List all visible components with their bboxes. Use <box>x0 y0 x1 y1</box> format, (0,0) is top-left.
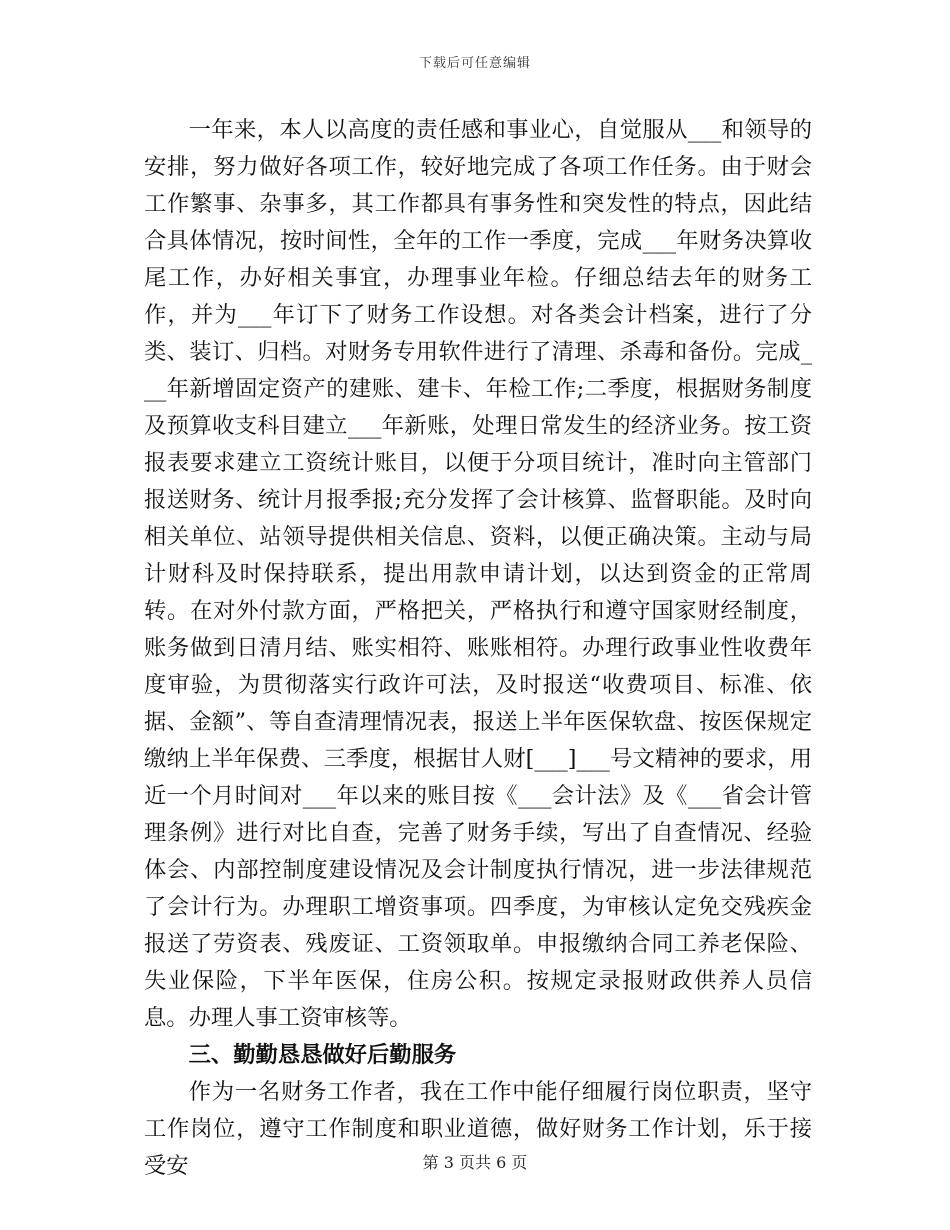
page-header: 下载后可任意编辑 <box>418 56 531 71</box>
body-paragraph-2: 作为一名财务工作者，我在工作中能仔细履行岗位职责，坚守工作岗位，遵守工作制度和职业道德，做好财务工作计划，乐于接受安 <box>144 1079 812 1179</box>
body-paragraph-1: 一年来，本人以高度的责任感和事业心，自觉服从___和领导的安排，努力做好各项工作，较好地完成了各项工作任务。由于财会工作繁事、杂事多，其工作都具有事务性和突发性的特点，因此结合具体情况，按时间性，全年的工作一季度，完成___年财务决算收尾工作，办好相关事宜，办理事业年检。仔细总结去年的财务工作，并为___年订下了财务工作设想。对各类会计档案，进行了分类、装订、归档。对财务专用软件进行了清理、杀毒和备份。完成___年新增固定资产的建账、建卡、年检工作;二季度，根据财务制度及预算收支科目建立___年新账，处理日常发生的经济业务。按工资报表要求建立工资统计账目，以便于分项目统计，准时向主管部门报送财务、统计月报季报;充分发挥了会计核算、监督职能。及时向相关单位、站领导提供相关信息、资料，以便正确决策。主动与局计财科及时保持联系，提出用款申请计划，以达到资金的正常周转。在对外付款方面，严格把关，严格执行和遵守国家财经制度，账务做到日清月结、账实相符、账账相符。办理行政事业性收费年度审验，为贯彻落实行政许可法，及时报送“收费项目、标准、依据、金额”、等自查清理情况表，报送上半年医保软盘、按医保规定缴纳上半年保费、三季度，根据甘人财[___]___号文精神的要求，用近一个月时间对___年以来的账目按《___会计法》及《___省会计管理条例》进行对比自查，完善了财务手续，写出了自查情况、经验体会、内部控制度建设情况及会计制度执行情况，进一步法律规范了会计行为。办理职工增资事项。四季度，为审核认定免交残疾金报送了劳资表、残废证、工资领取单。申报缴纳合同工养老保险、失业保险，下半年医保，住房公积。按规定录报财政供养人员信息。办理人事工资审核等。 <box>144 117 812 1031</box>
document-body <box>144 112 812 1185</box>
page-footer: 第 3 页共 6 页 <box>422 1153 528 1172</box>
section-heading: 三、勤勤恳恳做好后勤服务 <box>188 1042 457 1068</box>
